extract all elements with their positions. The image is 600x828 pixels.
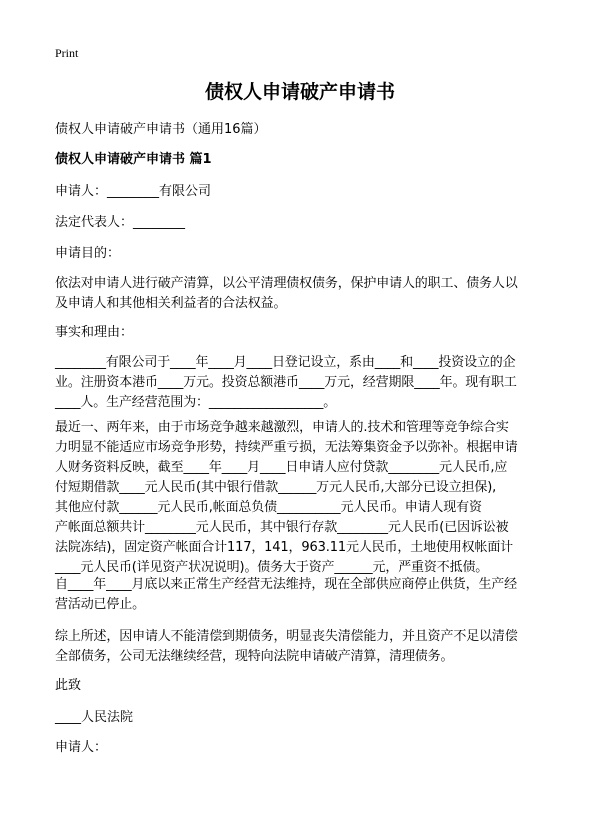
purpose-paragraph (55, 274, 555, 314)
facts-line: ____元人民币(详见资产状况说明)。债务大于资产______元，严重资不抵债。 (55, 560, 489, 575)
section-heading: 债权人申请破产申请书 篇1 (55, 152, 212, 167)
legal-representative-line: 法定代表人：________ (55, 215, 186, 230)
conclusion-line: 全部债务，公司无法继续经营，现特向法院申请破产清算，清理债务。 (55, 649, 454, 664)
purpose-line: 及申请人和其他相关利益者的合法权益。 (55, 296, 287, 311)
facts-line: 最近一、两年来，由于市场竞争越来越激烈，申请人的.技术和管理等竞争综合实 (55, 420, 509, 435)
conclusion-line: 综上所述，因申请人不能清偿到期债务，明显丧失清偿能力，并且资产不足以清偿 (55, 629, 518, 644)
facts-line: 其他应付款______元人民币,帐面总负债__________元人民币。申请人现有资 (55, 500, 482, 515)
facts-line: ________有限公司于____年____月____日登记设立，系由____和____投资设立的企 (55, 355, 516, 370)
applicant-line: 申请人：________有限公司 (55, 184, 212, 199)
facts-paragraph-3 (55, 575, 555, 615)
facts-label: 事实和理由： (55, 325, 134, 340)
facts-line: 力明显不能适应市场竞争形势，持续严重亏损，无法筹集资金予以弥补。根据申请 (55, 440, 518, 455)
facts-line: ____人。生产经营范围为：__________________。 (55, 395, 337, 410)
facts-line: 付短期借款____元人民币(其中银行借款______万元人民币,大部分已设立担保), (55, 480, 497, 495)
facts-paragraph-2 (55, 418, 555, 578)
document-title: 债权人申请破产申请书 (204, 81, 395, 103)
facts-line: 产帐面总额共计________元人民币，其中银行存款________元人民币(已因诉讼被 (55, 520, 509, 535)
document-subtitle: 债权人申请破产申请书（通用16篇） (55, 122, 267, 137)
facts-line: 业。注册资本港币____万元。投资总额港币____万元，经营期限____年。现有职工 (55, 375, 517, 390)
purpose-label: 申请目的： (55, 246, 121, 261)
facts-paragraph-1 (55, 353, 555, 413)
facts-line: 法院冻结)，固定资产帐面合计117，141，963.11元人民币，土地使用权帐面计 (55, 540, 514, 555)
signature-label: 申请人： (55, 740, 108, 755)
purpose-line: 依法对申请人进行破产清算，以公平清理债权债务，保护申请人的职工、债务人以 (55, 276, 518, 291)
conclusion-paragraph (55, 627, 555, 667)
court-line: ____人民法院 (55, 710, 134, 725)
facts-line: 人财务资料反映，截至____年____月____日申请人应付贷款________元人民币,应 (55, 460, 508, 475)
print-label: Print (55, 46, 79, 60)
facts-line: 营活动已停止。 (55, 597, 145, 612)
facts-line: 自____年____月底以来正常生产经营无法维持，现在全部供应商停止供货，生产经 (55, 577, 518, 592)
salutation: 此致 (55, 678, 82, 693)
